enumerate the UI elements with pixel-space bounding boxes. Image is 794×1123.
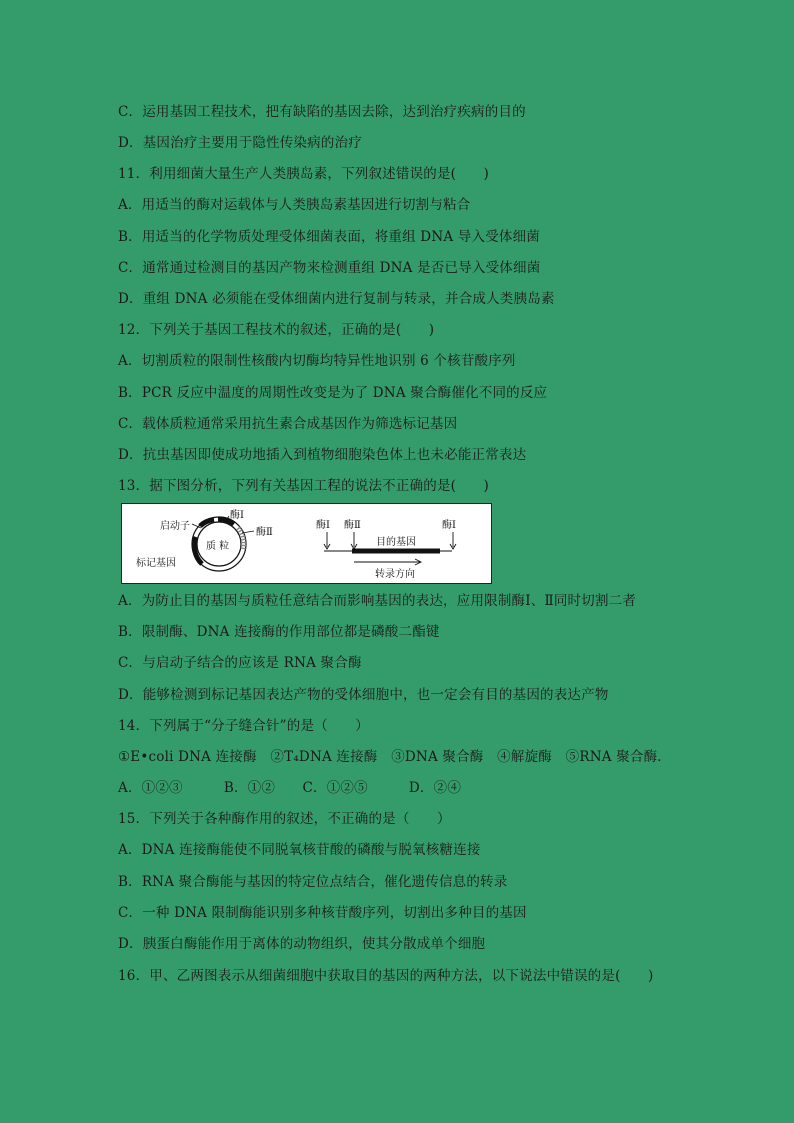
text-line: B．限制酶、DNA 连接酶的作用部位都是磷酸二酯键 [118, 624, 440, 640]
text-line: 14．下列属于“分子缝合针”的是（ ） [118, 718, 369, 734]
transcription-direction-label: 转录方向 [375, 569, 415, 580]
text-line: A．为防止目的基因与质粒任意结合而影响基因的表达，应用限制酶Ⅰ、Ⅱ同时切割二者 [118, 593, 637, 609]
text-line: A．DNA 连接酶能使不同脱氧核苷酸的磷酸与脱氧核糖连接 [118, 842, 481, 858]
text-line: A．用适当的酶对运载体与人类胰岛素基因进行切割与粘合 [118, 197, 471, 213]
text-line: C．一种 DNA 限制酶能识别多种核苷酸序列，切割出多种目的基因 [118, 905, 527, 921]
text-line: C．载体质粒通常采用抗生素合成基因作为筛选标记基因 [118, 416, 458, 432]
text-line: B．用适当的化学物质处理受体细菌表面，将重组 DNA 导入受体细菌 [118, 229, 540, 245]
text-line: 13．据下图分析，下列有关基因工程的说法不正确的是( ) [118, 478, 490, 494]
text-line: 11．利用细菌大量生产人类胰岛素，下列叙述错误的是( ) [118, 166, 490, 182]
text-line: D．能够检测到标记基因表达产物的受体细胞中，也一定会有目的基因的表达产物 [118, 687, 609, 703]
text-line: 16．甲、乙两图表示从细菌细胞中获取目的基因的两种方法，以下说法中错误的是( ) [118, 968, 654, 984]
text-line: A．切割质粒的限制性核酸内切酶均特异性地识别 6 个核苷酸序列 [118, 353, 516, 369]
enzyme1-right-label: 酶Ⅰ [442, 520, 456, 531]
text-line: D．基因治疗主要用于隐性传染病的治疗 [118, 135, 362, 151]
enzyme2-label: 酶Ⅱ [256, 527, 273, 538]
text-line: ①E•coli DNA 连接酶 ②T₄DNA 连接酶 ③DNA 聚合酶 ④解旋酶 ⑤RNA 聚合酶． [118, 749, 671, 765]
enzyme2-mid-label: 酶Ⅱ [344, 520, 361, 531]
text-line: 12．下列关于基因工程技术的叙述，正确的是( ) [118, 322, 435, 338]
marker-gene-label: 标记基因 [136, 558, 176, 569]
text-line: D．胰蛋白酶能作用于离体的动物组织，使其分散成单个细胞 [118, 936, 486, 952]
text-line: C．通常通过检测目的基因产物来检测重组 DNA 是否已导入受体细菌 [118, 260, 541, 276]
enzyme1-left-label: 酶Ⅰ [316, 520, 330, 531]
target-gene-label: 目的基因 [376, 537, 416, 548]
text-line: A．①②③ B．①② C．①②⑤ D．②④ [118, 780, 462, 796]
text-line: D．抗虫基因即使成功地插入到植物细胞染色体上也未必能正常表达 [118, 447, 527, 463]
plasmid-diagram [121, 503, 492, 584]
text-line: C．与启动子结合的应该是 RNA 聚合酶 [118, 655, 362, 671]
promoter-label: 启动子 [160, 521, 190, 532]
text-line: C．运用基因工程技术，把有缺陷的基因去除，达到治疗疾病的目的 [118, 104, 526, 120]
plasmid-label: 质 粒 [206, 541, 230, 552]
enzyme1-label: 酶Ⅰ [230, 510, 244, 521]
text-line: B．RNA 聚合酶能与基因的特定位点结合，催化遗传信息的转录 [118, 874, 508, 890]
text-line: B．PCR 反应中温度的周期性改变是为了 DNA 聚合酶催化不同的反应 [118, 385, 548, 401]
text-line: D．重组 DNA 必须能在受体细菌内进行复制与转录，并合成人类胰岛素 [118, 291, 555, 307]
text-line: 15．下列关于各种酶作用的叙述，不正确的是（ ） [118, 811, 451, 827]
